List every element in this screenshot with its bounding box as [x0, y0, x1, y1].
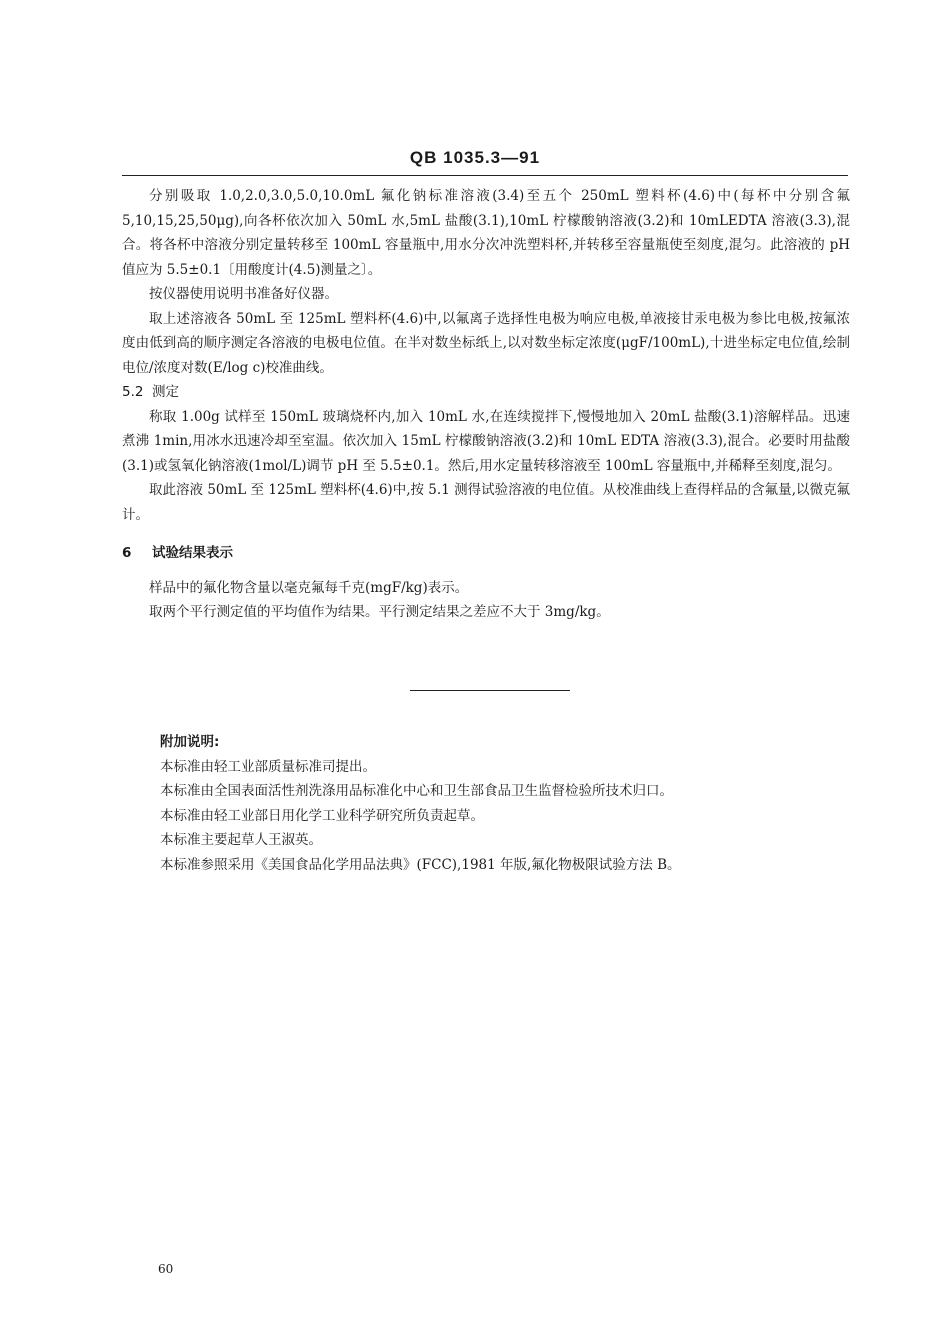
- document-code-header: QB 1035.3—91: [409, 148, 541, 167]
- paragraph-result-average: 取两个平行测定值的平均值作为结果。平行测定结果之差应不大于 3mg/kg。: [149, 604, 610, 620]
- section-end-divider: [410, 690, 570, 691]
- note-line: 本标准参照采用《美国食品化学用品法典》(FCC),1981 年版,氟化物极限试验方法 B。: [160, 856, 681, 873]
- paragraph-calibration-prep: 分别吸取 1.0,2.0,3.0,5.0,10.0mL 氟化钠标准溶液(3.4)至五个 250mL 塑料杯(4.6)中(每杯中分别含氟 5,10,15,25,50μg),向各杯依次加入 50mL 水,5mL 盐酸(3.1),10mL 柠檬酸钠溶液(3.2)和 10mLEDTA 溶液(3.3),混合。将各杯中溶液分别定量转移至 100mL 容量瓶中,用水分次冲洗塑料杯,并转移至容量瓶使至刻度,混匀。此溶液的 pH 值应为 5.5±0.1〔用酸度计(4.5)测量之〕。: [122, 188, 850, 278]
- page-number: 60: [158, 1262, 174, 1276]
- section-6-title: 试验结果表示: [152, 545, 233, 561]
- paragraph-sample-prep: 称取 1.00g 试样至 150mL 玻璃烧杯内,加入 10mL 水,在连续搅拌下,慢慢地加入 20mL 盐酸(3.1)溶解样品。迅速煮沸 1min,用冰水迅速冷却至室温。依次加入 15mL 柠檬酸钠溶液(3.2)和 10mL EDTA 溶液(3.3),混合。必要时用盐酸(3.1)或氢氧化钠溶液(1mol/L)调节 pH 至 5.5±0.1。然后,用水定量转移溶液至 100mL 容量瓶中,并稀释至刻度,混匀。: [122, 408, 850, 474]
- section-6-number: 6: [122, 545, 132, 561]
- section-5-2-heading: [122, 380, 850, 405]
- note-line: 本标准由全国表面活性剂洗涤用品标准化中心和卫生部食品卫生监督检验所技术归口。: [160, 783, 673, 799]
- document-body: [122, 184, 850, 625]
- note-line: 本标准由轻工业部质量标准司提出。: [160, 758, 376, 775]
- paragraph-instrument-prep: 按仪器使用说明书准备好仪器。: [149, 286, 338, 302]
- section-6-heading: [122, 541, 850, 566]
- notes-title: 附加说明:: [160, 734, 220, 750]
- header-divider: [122, 175, 848, 176]
- additional-notes: [160, 730, 850, 877]
- paragraph-calibration-curve: 取上述溶液各 50mL 至 125mL 塑料杯(4.6)中,以氟离子选择性电极为响应电极,单液接甘汞电极为参比电极,按氟浓度由低到高的顺序测定各溶液的电极电位值。在半对数坐标纸上,以对数坐标定浓度(μgF/100mL),十进坐标定电位值,绘制电位/浓度对数(E/log c)校准曲线。: [122, 310, 850, 376]
- paragraph-measurement: 取此溶液 50mL 至 125mL 塑料杯(4.6)中,按 5.1 测得试验溶液的电位值。从校准曲线上查得样品的含氟量,以微克氟计。: [122, 482, 850, 523]
- section-5-2-title: 测定: [152, 384, 179, 400]
- paragraph-result-units: 样品中的氟化物含量以毫克氟每千克(mgF/kg)表示。: [149, 579, 469, 596]
- note-line: 本标准主要起草人王淑英。: [160, 832, 322, 848]
- note-line: 本标准由轻工业部日用化学工业科学研究所负责起草。: [160, 807, 484, 824]
- section-5-2-number: 5.2: [122, 384, 144, 400]
